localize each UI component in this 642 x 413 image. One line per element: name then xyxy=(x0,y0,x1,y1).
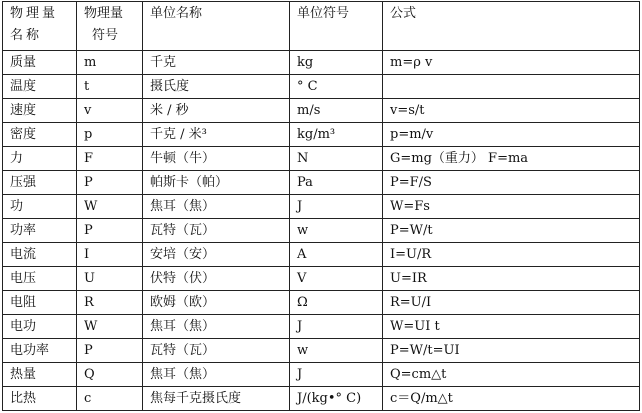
cell-unit-symbol: w xyxy=(290,219,383,243)
cell-unit-name: 帕斯卡（帕） xyxy=(143,171,290,195)
cell-unit-symbol: N xyxy=(290,147,383,171)
cell-formula: p=m/v xyxy=(383,123,640,147)
cell-quantity-symbol: c xyxy=(77,387,143,411)
cell-unit-name: 米 / 秒 xyxy=(143,99,290,123)
cell-unit-symbol: A xyxy=(290,243,383,267)
cell-unit-name: 焦耳（焦） xyxy=(143,315,290,339)
cell-unit-name: 瓦特（瓦） xyxy=(143,339,290,363)
cell-unit-symbol: kg xyxy=(290,51,383,75)
table-row xyxy=(3,147,640,171)
table-row xyxy=(3,75,640,99)
cell-unit-name: 欧姆（欧） xyxy=(143,291,290,315)
cell-quantity-name: 电功 xyxy=(3,315,77,339)
cell-quantity-name: 电流 xyxy=(3,243,77,267)
cell-formula: R=U/I xyxy=(383,291,640,315)
cell-formula: I=U/R xyxy=(383,243,640,267)
cell-quantity-symbol: P xyxy=(77,171,143,195)
cell-quantity-symbol: v xyxy=(77,99,143,123)
cell-quantity-name: 电阻 xyxy=(3,291,77,315)
cell-formula xyxy=(383,75,640,99)
header-formula: 公式 xyxy=(383,2,640,51)
cell-formula: P=W/t=UI xyxy=(383,339,640,363)
table-row xyxy=(3,339,640,363)
cell-quantity-name: 力 xyxy=(3,147,77,171)
cell-unit-name: 焦耳（焦） xyxy=(143,363,290,387)
cell-formula: W=UI t xyxy=(383,315,640,339)
cell-unit-symbol: J xyxy=(290,195,383,219)
cell-unit-symbol: Pa xyxy=(290,171,383,195)
cell-quantity-symbol: P xyxy=(77,219,143,243)
cell-quantity-name: 速度 xyxy=(3,99,77,123)
cell-unit-symbol: V xyxy=(290,267,383,291)
table-row xyxy=(3,267,640,291)
cell-formula: v=s/t xyxy=(383,99,640,123)
cell-unit-name: 千克 xyxy=(143,51,290,75)
cell-quantity-symbol: W xyxy=(77,315,143,339)
cell-formula: m=ρ v xyxy=(383,51,640,75)
cell-quantity-name: 质量 xyxy=(3,51,77,75)
header-quantity-name-line2: 名称 xyxy=(10,28,43,43)
cell-quantity-symbol: P xyxy=(77,339,143,363)
cell-quantity-name: 温度 xyxy=(3,75,77,99)
cell-formula: P=F/S xyxy=(383,171,640,195)
cell-formula: Q=cm△t xyxy=(383,363,640,387)
table-row xyxy=(3,171,640,195)
physics-quantities-table xyxy=(2,1,640,411)
cell-unit-name: 摄氏度 xyxy=(143,75,290,99)
cell-unit-name: 千克 / 米³ xyxy=(143,123,290,147)
cell-unit-name: 牛顿（牛） xyxy=(143,147,290,171)
cell-quantity-name: 功 xyxy=(3,195,77,219)
cell-unit-name: 瓦特（瓦） xyxy=(143,219,290,243)
table-row xyxy=(3,195,640,219)
cell-unit-symbol: Ω xyxy=(290,291,383,315)
cell-unit-name: 安培（安） xyxy=(143,243,290,267)
cell-quantity-symbol: R xyxy=(77,291,143,315)
table-row xyxy=(3,51,640,75)
cell-unit-name: 焦每千克摄氏度 xyxy=(143,387,290,411)
table-row xyxy=(3,291,640,315)
cell-quantity-symbol: U xyxy=(77,267,143,291)
table-row xyxy=(3,387,640,411)
cell-quantity-symbol: F xyxy=(77,147,143,171)
cell-quantity-name: 压强 xyxy=(3,171,77,195)
cell-formula: c＝Q/m△t xyxy=(383,387,640,411)
cell-quantity-symbol: p xyxy=(77,123,143,147)
table-row xyxy=(3,315,640,339)
cell-formula: U=IR xyxy=(383,267,640,291)
header-quantity-symbol-line1: 物理量 xyxy=(84,6,124,21)
cell-unit-symbol: ° C xyxy=(290,75,383,99)
header-quantity-symbol xyxy=(77,2,143,51)
table-row xyxy=(3,243,640,267)
table-row xyxy=(3,219,640,243)
cell-quantity-symbol: I xyxy=(77,243,143,267)
cell-quantity-symbol: Q xyxy=(77,363,143,387)
header-quantity-symbol-line2: 符号 xyxy=(92,28,119,43)
header-unit-symbol: 单位符号 xyxy=(290,2,383,51)
cell-quantity-name: 比热 xyxy=(3,387,77,411)
cell-formula: G=mg（重力） F=ma xyxy=(383,147,640,171)
table-row xyxy=(3,99,640,123)
cell-quantity-name: 电功率 xyxy=(3,339,77,363)
cell-quantity-name: 密度 xyxy=(3,123,77,147)
cell-unit-name: 伏特（伏） xyxy=(143,267,290,291)
table-row xyxy=(3,363,640,387)
cell-unit-symbol: J xyxy=(290,315,383,339)
header-row xyxy=(3,2,640,51)
cell-quantity-symbol: t xyxy=(77,75,143,99)
table-row xyxy=(3,123,640,147)
cell-quantity-symbol: m xyxy=(77,51,143,75)
cell-quantity-name: 电压 xyxy=(3,267,77,291)
cell-formula: W=Fs xyxy=(383,195,640,219)
header-quantity-name xyxy=(3,2,77,51)
header-unit-name: 单位名称 xyxy=(143,2,290,51)
header-quantity-name-line1: 物理量 xyxy=(10,6,59,21)
cell-quantity-name: 热量 xyxy=(3,363,77,387)
cell-unit-symbol: J/(kg•° C) xyxy=(290,387,383,411)
cell-unit-name: 焦耳（焦） xyxy=(143,195,290,219)
cell-formula: P=W/t xyxy=(383,219,640,243)
cell-quantity-name: 功率 xyxy=(3,219,77,243)
cell-unit-symbol: m/s xyxy=(290,99,383,123)
cell-quantity-symbol: W xyxy=(77,195,143,219)
cell-unit-symbol: w xyxy=(290,339,383,363)
cell-unit-symbol: kg/m³ xyxy=(290,123,383,147)
cell-unit-symbol: J xyxy=(290,363,383,387)
